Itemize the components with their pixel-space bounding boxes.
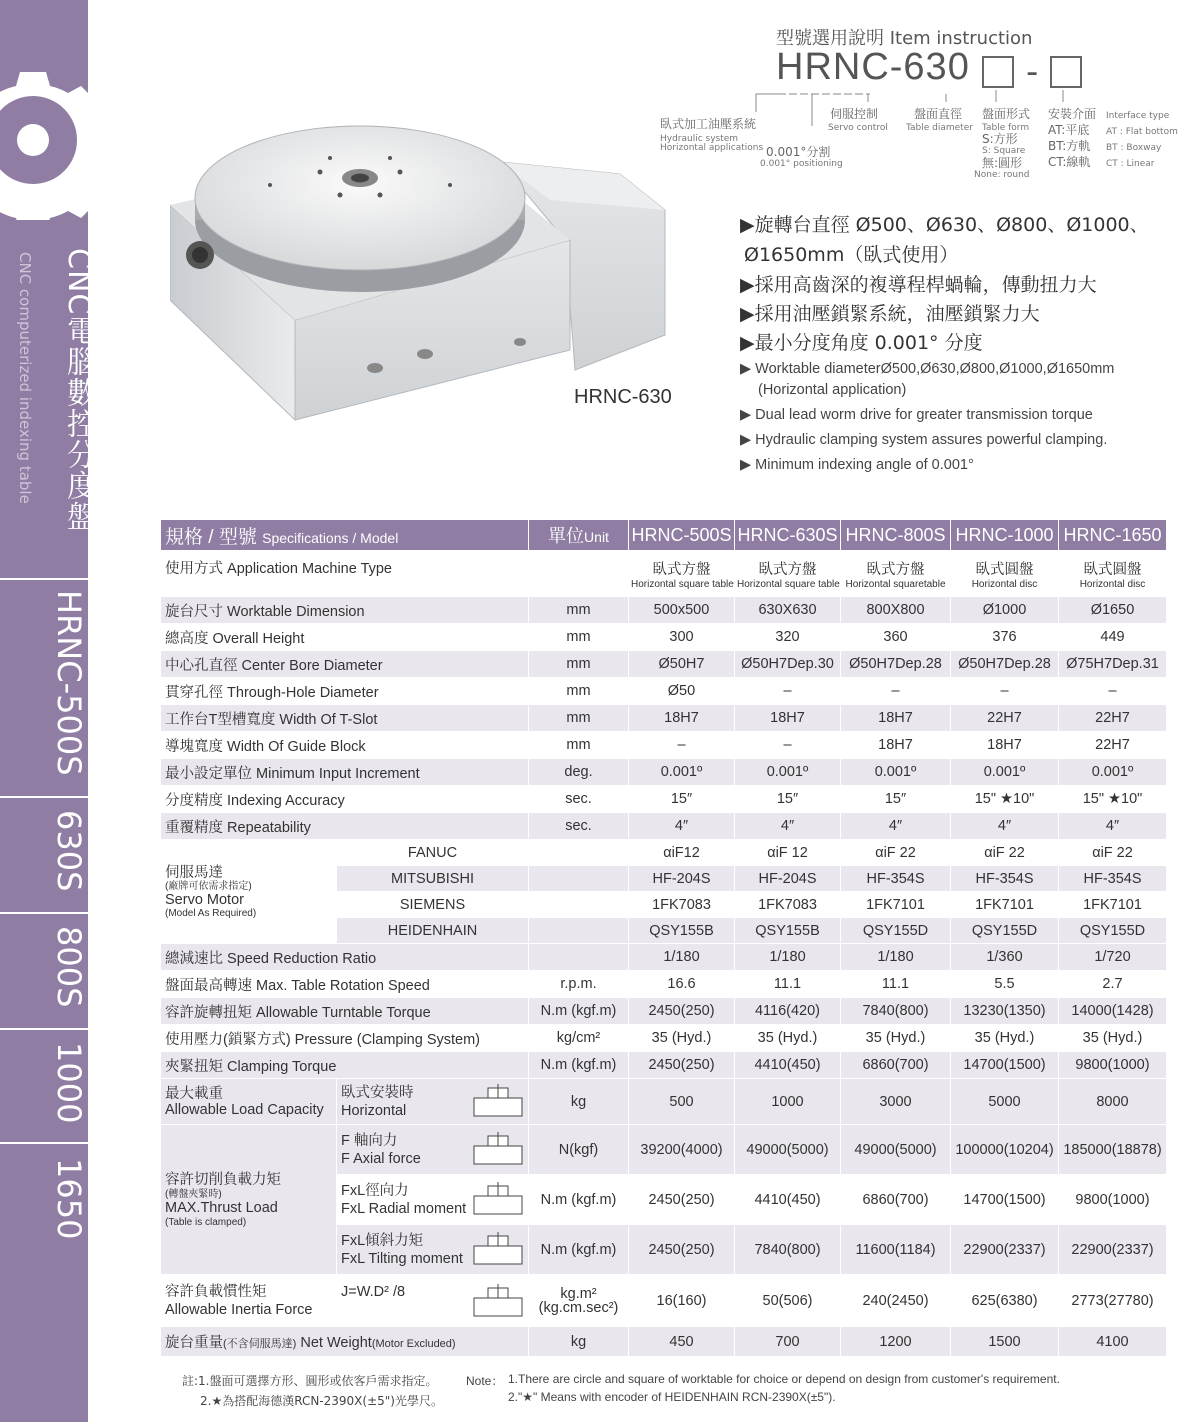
table-cell: 臥式圓盤 Horizontal disc — [951, 551, 1059, 597]
item-instruction-dash: - — [1026, 52, 1039, 92]
row-label: 夾緊扭矩 Clamping Torque — [161, 1052, 529, 1079]
table-cell: 625(6380) — [951, 1275, 1059, 1327]
table-row — [161, 840, 1167, 866]
table-row — [161, 551, 1167, 597]
sidebar-divider — [0, 578, 88, 580]
table-cell: – — [629, 732, 735, 759]
text: 伺服馬達 — [165, 864, 223, 881]
table-cell: 15″ — [735, 786, 841, 813]
text: Allowable Inertia Force — [165, 1301, 313, 1318]
table-cell: – — [735, 732, 841, 759]
table-cell: HF-204S — [735, 866, 841, 892]
table-row — [161, 705, 1167, 732]
form-round: 無:圓形 — [982, 156, 1023, 170]
table-cell: 22H7 — [1059, 732, 1167, 759]
table-cell: 13230(1350) — [951, 998, 1059, 1025]
table-cell: 300 — [629, 624, 735, 651]
sidebar-model-800s: 800S — [50, 926, 88, 1008]
table-cell: 1FK7101 — [1059, 892, 1167, 918]
interface-at: AT:平底 — [1048, 123, 1090, 137]
table-cell: 2.7 — [1059, 971, 1167, 998]
table-cell: QSY155B — [629, 918, 735, 944]
positioning-en: 0.001° positioning — [760, 159, 843, 169]
weight-label — [161, 1327, 529, 1357]
table-cell: 0.001º — [841, 759, 951, 786]
sidebar-model-1000: 1000 — [50, 1042, 88, 1124]
table-cell: 臥式方盤 Horizontal square table — [629, 551, 735, 597]
table-cell: 700 — [735, 1327, 841, 1357]
table-cell: 4″ — [1059, 813, 1167, 840]
table-cell: 22900(2337) — [951, 1225, 1059, 1275]
table-cell: 2450(250) — [629, 998, 735, 1025]
hydraulic-en1: Hydraulic system — [660, 134, 739, 144]
table-cell: 35 (Hyd.) — [841, 1025, 951, 1052]
table-cell: 18H7 — [951, 732, 1059, 759]
table-cell: 1500 — [951, 1327, 1059, 1357]
table-row — [161, 651, 1167, 678]
text: F Axial force — [341, 1150, 421, 1167]
feature-zh: ▶採用油壓鎖緊系統，油壓鎖緊力大 — [740, 303, 1040, 325]
table-cell: HF-354S — [951, 866, 1059, 892]
thrust-sub — [337, 1125, 529, 1175]
servo-label — [161, 840, 337, 944]
table-cell: 5000 — [951, 1079, 1059, 1125]
feature-en: ▶ Dual lead worm drive for greater transmission torque — [740, 407, 1093, 423]
table-cell: 4″ — [629, 813, 735, 840]
table-cell: 2450(250) — [629, 1052, 735, 1079]
table-cell: Ø50H7 — [629, 651, 735, 678]
header-model: HRNC-630S — [735, 520, 841, 551]
table-cell: 1/360 — [951, 944, 1059, 971]
row-unit: mm — [529, 651, 629, 678]
table-cell: 18H7 — [735, 705, 841, 732]
gear-icon — [0, 60, 88, 220]
table-cell: Ø1650 — [1059, 597, 1167, 624]
table-row — [161, 971, 1167, 998]
text: FxL Tilting moment — [341, 1250, 463, 1267]
table-cell: 臥式圓盤 Horizontal disc — [1059, 551, 1167, 597]
table-cell: 1200 — [841, 1327, 951, 1357]
text: kg.m² — [560, 1285, 597, 1302]
table-cell: 1/720 — [1059, 944, 1167, 971]
text: 容許負載慣性矩 — [165, 1283, 267, 1300]
text: (Table is clamped) — [165, 1216, 247, 1228]
table-cell: 14700(1500) — [951, 1052, 1059, 1079]
table-cell: 7840(800) — [735, 1225, 841, 1275]
table-cell: Ø50H7Dep.28 — [951, 651, 1059, 678]
hydraulic-label: 臥式加工油壓系統 — [660, 117, 757, 131]
row-label: 最小設定單位 Minimum Input Increment — [161, 759, 529, 786]
table-row — [161, 813, 1167, 840]
table-cell: 320 — [735, 624, 841, 651]
sidebar-model-500s: HRNC-500S — [50, 590, 88, 776]
row-unit: kg — [529, 1327, 629, 1357]
row-unit: kg — [529, 1079, 629, 1125]
table-cell: 2773(27780) — [1059, 1275, 1167, 1327]
table-cell: Ø50H7Dep.30 — [735, 651, 841, 678]
table-cell: 16(160) — [629, 1275, 735, 1327]
table-cell: 18H7 — [841, 705, 951, 732]
table-cell: 800X800 — [841, 597, 951, 624]
table-cell: 35 (Hyd.) — [951, 1025, 1059, 1052]
row-unit: mm — [529, 705, 629, 732]
row-label: 盤面最高轉速 Max. Table Rotation Speed — [161, 971, 529, 998]
interface-bt: BT:方軌 — [1048, 139, 1091, 153]
table-cell: 22900(2337) — [1059, 1225, 1167, 1275]
interface-bt-en: BT : Boxway — [1106, 143, 1162, 153]
note-zh-2: 2.★為搭配海德漢RCN-2390X(±5")光學尺。 — [200, 1394, 443, 1408]
row-label: 中心孔直徑 Center Bore Diameter — [161, 651, 529, 678]
table-row — [161, 1327, 1167, 1357]
text: (不含伺服馬達) — [223, 1338, 297, 1350]
table-cell: 15″ — [841, 786, 951, 813]
table-cell: αiF 22 — [841, 840, 951, 866]
sidebar-divider — [0, 796, 88, 798]
feature-en: ▶ Minimum indexing angle of 0.001° — [740, 457, 974, 473]
text: FxL Radial moment — [341, 1200, 467, 1217]
text: J=W.D² /8 — [341, 1283, 406, 1300]
table-cell: 2450(250) — [629, 1175, 735, 1225]
table-cell: Ø1000 — [951, 597, 1059, 624]
table-cell: 15″ — [629, 786, 735, 813]
thrust-diagram-icon — [470, 1132, 526, 1166]
table-row — [161, 1079, 1167, 1125]
table-cell: HF-354S — [841, 866, 951, 892]
row-label: 總減速比 Speed Reduction Ratio — [161, 944, 529, 971]
positioning-label: 0.001°分割 — [766, 145, 831, 159]
table-cell: Ø75H7Dep.31 — [1059, 651, 1167, 678]
table-cell: 臥式方盤 Horizontal squaretable — [841, 551, 951, 597]
table-cell: HF-354S — [1059, 866, 1167, 892]
sidebar-divider — [0, 1028, 88, 1030]
feature-zh: ▶最小分度角度 0.001° 分度 — [740, 332, 983, 354]
form-square: S:方形 — [982, 132, 1018, 146]
table-row — [161, 786, 1167, 813]
table-cell: 0.001º — [735, 759, 841, 786]
row-unit: sec. — [529, 786, 629, 813]
table-cell: 1FK7083 — [629, 892, 735, 918]
row-unit: sec. — [529, 813, 629, 840]
servo-brand: FANUC — [337, 840, 529, 866]
text: 臥式安裝時 — [341, 1084, 414, 1101]
table-cell: Ø50 — [629, 678, 735, 705]
table-cell: 1/180 — [735, 944, 841, 971]
table-cell: – — [735, 678, 841, 705]
sidebar — [0, 0, 96, 1422]
table-cell: αiF 12 — [735, 840, 841, 866]
header-unit: 單位Unit — [529, 520, 629, 551]
servo-brand: SIEMENS — [337, 892, 529, 918]
load-label — [161, 1079, 337, 1125]
table-cell: 1/180 — [629, 944, 735, 971]
table-row — [161, 759, 1167, 786]
interface-ct-en: CT : Linear — [1106, 159, 1155, 169]
text: 旋台重量 — [165, 1335, 223, 1351]
table-cell: 0.001º — [1059, 759, 1167, 786]
sidebar-title: CNC電腦數控分度盤 — [61, 248, 96, 533]
table-cell: 11600(1184) — [841, 1225, 951, 1275]
table-cell: HF-204S — [629, 866, 735, 892]
form-label: 盤面形式 — [982, 107, 1031, 121]
interface-label: 安裝介面 — [1048, 107, 1097, 121]
feature-en: ▶ Worktable diameterØ500,Ø630,Ø800,Ø1000,Ø1650mm — [740, 361, 1115, 377]
sidebar-model-630s: 630S — [50, 810, 88, 892]
table-row — [161, 1025, 1167, 1052]
table-cell: 1FK7083 — [735, 892, 841, 918]
table-row — [161, 1052, 1167, 1079]
table-cell: 35 (Hyd.) — [735, 1025, 841, 1052]
table-cell: 449 — [1059, 624, 1167, 651]
header-model: HRNC-800S — [841, 520, 951, 551]
table-cell: 14000(1428) — [1059, 998, 1167, 1025]
table-row — [161, 998, 1167, 1025]
table-cell: 630X630 — [735, 597, 841, 624]
row-label: 分度精度 Indexing Accuracy — [161, 786, 529, 813]
feature-en: (Horizontal application) — [758, 382, 907, 398]
servo-brand: MITSUBISHI — [337, 866, 529, 892]
table-cell: 4410(450) — [735, 1052, 841, 1079]
diameter-en: Table diameter — [906, 123, 973, 133]
table-cell: 49000(5000) — [735, 1125, 841, 1175]
table-cell: – — [1059, 678, 1167, 705]
load-diagram-icon — [470, 1084, 526, 1118]
thrust-sub — [337, 1175, 529, 1225]
table-cell: 100000(10204) — [951, 1125, 1059, 1175]
table-row — [161, 597, 1167, 624]
row-label: 容許旋轉扭矩 Allowable Turntable Torque — [161, 998, 529, 1025]
option-box — [1050, 56, 1082, 88]
table-cell: 35 (Hyd.) — [1059, 1025, 1167, 1052]
row-unit: mm — [529, 732, 629, 759]
row-unit — [529, 840, 629, 866]
note-en-label: Note： — [466, 1374, 504, 1388]
table-cell: 4″ — [841, 813, 951, 840]
diameter-label: 盤面直徑 — [914, 107, 963, 121]
row-unit: N.m (kgf.m) — [529, 1225, 629, 1275]
table-cell: 39200(4000) — [629, 1125, 735, 1175]
row-unit — [529, 866, 629, 892]
table-cell: 5.5 — [951, 971, 1059, 998]
text: 最大載重 — [165, 1085, 223, 1102]
row-unit: r.p.m. — [529, 971, 629, 998]
row-label: 使用方式 Application Machine Type — [161, 551, 529, 597]
text: (轉盤夾緊時) — [165, 1188, 222, 1200]
table-cell: 18H7 — [629, 705, 735, 732]
thrust-sub — [337, 1225, 529, 1275]
inertia-diagram-icon — [470, 1284, 526, 1318]
row-label: 使用壓力(鎖緊方式) Pressure (Clamping System) — [161, 1025, 529, 1052]
product-caption: HRNC-630 — [574, 386, 672, 408]
text: (kg.cm.sec²) — [538, 1299, 619, 1316]
table-cell: 185000(18878) — [1059, 1125, 1167, 1175]
table-cell: 1FK7101 — [951, 892, 1059, 918]
table-cell: αiF 22 — [1059, 840, 1167, 866]
note-en-1: 1.There are circle and square of worktable for choice or depend on design from customer's requirement. — [508, 1372, 1060, 1386]
table-cell: 22H7 — [1059, 705, 1167, 732]
load-sub — [337, 1079, 529, 1125]
thrust-diagram-icon — [470, 1232, 526, 1266]
text: (廠牌可依需求指定) — [165, 880, 252, 892]
thrust-label — [161, 1125, 337, 1275]
interface-en: Interface type — [1106, 111, 1170, 121]
table-cell: 0.001º — [951, 759, 1059, 786]
header-model: HRNC-500S — [629, 520, 735, 551]
text: FxL傾斜力矩 — [341, 1232, 424, 1249]
interface-at-en: AT : Flat bottom — [1106, 127, 1178, 137]
feature-en: ▶ Hydraulic clamping system assures powerful clamping. — [740, 432, 1108, 448]
item-instruction-model: HRNC-630 — [776, 46, 970, 88]
table-cell: 22H7 — [951, 705, 1059, 732]
header-model: HRNC-1000 — [951, 520, 1059, 551]
table-cell: QSY155B — [735, 918, 841, 944]
form-square-en: S: Square — [982, 146, 1026, 156]
sidebar-subtitle: CNC computerized indexing table — [16, 252, 34, 504]
table-cell: 16.6 — [629, 971, 735, 998]
text: 容許切削負載力矩 — [165, 1171, 281, 1188]
option-box — [982, 56, 1014, 88]
table-cell: 500x500 — [629, 597, 735, 624]
table-cell: – — [951, 678, 1059, 705]
table-cell: QSY155D — [841, 918, 951, 944]
table-cell: 50(506) — [735, 1275, 841, 1327]
row-unit — [529, 1275, 629, 1327]
table-cell: 4″ — [735, 813, 841, 840]
feature-zh: ▶旋轉台直徑 Ø500、Ø630、Ø800、Ø1000、 — [740, 214, 1149, 236]
table-row — [161, 732, 1167, 759]
table-cell: 0.001º — [629, 759, 735, 786]
table-cell: 6860(700) — [841, 1052, 951, 1079]
row-unit: N.m (kgf.m) — [529, 998, 629, 1025]
table-cell: 4116(420) — [735, 998, 841, 1025]
table-cell: 8000 — [1059, 1079, 1167, 1125]
row-unit: kg/cm² — [529, 1025, 629, 1052]
sidebar-divider — [0, 912, 88, 914]
table-cell: 4″ — [951, 813, 1059, 840]
table-row — [161, 678, 1167, 705]
text: (Motor Excluded) — [371, 1338, 456, 1350]
item-instruction-heading: 型號選用說明 Item instruction — [776, 28, 1033, 49]
spec-table — [160, 519, 1167, 1357]
text: Net Weight — [300, 1335, 372, 1351]
table-cell: 1FK7101 — [841, 892, 951, 918]
row-unit: N(kgf) — [529, 1125, 629, 1175]
feature-zh: ▶採用高齒深的複導程桿蝸輪，傳動扭力大 — [740, 274, 1097, 296]
table-row — [161, 1125, 1167, 1175]
table-cell: 11.1 — [735, 971, 841, 998]
table-cell: 臥式方盤 Horizontal square table — [735, 551, 841, 597]
table-cell: 1/180 — [841, 944, 951, 971]
row-unit — [529, 892, 629, 918]
row-unit — [529, 918, 629, 944]
servo-brand: HEIDENHAIN — [337, 918, 529, 944]
hydraulic-en2: Horizontal applications — [660, 143, 764, 153]
table-cell: 15" ★10" — [1059, 786, 1167, 813]
table-cell: 240(2450) — [841, 1275, 951, 1327]
text: Horizontal — [341, 1102, 407, 1119]
row-unit: mm — [529, 624, 629, 651]
row-label: 導塊寬度 Width Of Guide Block — [161, 732, 529, 759]
row-label: 重覆精度 Repeatability — [161, 813, 529, 840]
table-header — [161, 520, 1167, 551]
table-cell: 11.1 — [841, 971, 951, 998]
form-round-en: None: round — [974, 170, 1030, 180]
table-cell: 360 — [841, 624, 951, 651]
text: FxL徑向力 — [341, 1182, 409, 1199]
table-cell: 6860(700) — [841, 1175, 951, 1225]
header-model: HRNC-1650 — [1059, 520, 1167, 551]
row-unit: mm — [529, 678, 629, 705]
thrust-diagram-icon — [470, 1182, 526, 1216]
sidebar-model-1650: 1650 — [50, 1158, 88, 1240]
table-cell: 4100 — [1059, 1327, 1167, 1357]
row-unit: deg. — [529, 759, 629, 786]
sidebar-divider — [0, 1142, 88, 1144]
inertia-formula — [337, 1275, 529, 1327]
row-label: 旋台尺寸 Worktable Dimension — [161, 597, 529, 624]
row-unit: N.m (kgf.m) — [529, 1052, 629, 1079]
note-en-2: 2."★" Means with encoder of HEIDENHAIN RCN-2390X(±5"). — [508, 1390, 836, 1404]
table-row — [161, 944, 1167, 971]
interface-ct: CT:線軌 — [1048, 155, 1091, 169]
servo-en: Servo control — [828, 123, 888, 133]
row-label: 貫穿孔徑 Through-Hole Diameter — [161, 678, 529, 705]
note-zh-1: 註:1.盤面可選擇方形、圓形或依客戶需求指定。 — [182, 1374, 438, 1388]
table-cell: QSY155D — [951, 918, 1059, 944]
table-cell: 2450(250) — [629, 1225, 735, 1275]
table-row — [161, 624, 1167, 651]
header-spec: 規格 / 型號 Specifications / Model — [161, 520, 529, 551]
table-cell: 500 — [629, 1079, 735, 1125]
servo-label: 伺服控制 — [830, 107, 879, 121]
row-unit: mm — [529, 597, 629, 624]
text: Allowable Load Capacity — [165, 1101, 324, 1118]
form-en: Table form — [982, 123, 1030, 133]
table-cell: 7840(800) — [841, 998, 951, 1025]
table-cell: 18H7 — [841, 732, 951, 759]
inertia-label — [161, 1275, 337, 1327]
table-cell: 450 — [629, 1327, 735, 1357]
table-cell: 9800(1000) — [1059, 1175, 1167, 1225]
row-label: 總高度 Overall Height — [161, 624, 529, 651]
text: MAX.Thrust Load — [165, 1199, 278, 1216]
table-cell: αiF12 — [629, 840, 735, 866]
table-cell: 49000(5000) — [841, 1125, 951, 1175]
feature-zh: Ø1650mm（臥式使用） — [744, 244, 959, 266]
row-label: 工作台T型槽寬度 Width Of T-Slot — [161, 705, 529, 732]
table-row — [161, 1275, 1167, 1327]
table-cell: 9800(1000) — [1059, 1052, 1167, 1079]
row-unit — [529, 944, 629, 971]
table-cell: 376 — [951, 624, 1059, 651]
table-cell: 4410(450) — [735, 1175, 841, 1225]
row-unit — [529, 551, 629, 597]
table-cell: 15" ★10" — [951, 786, 1059, 813]
table-cell: 35 (Hyd.) — [629, 1025, 735, 1052]
table-cell: 14700(1500) — [951, 1175, 1059, 1225]
text: (Model As Required) — [165, 907, 257, 919]
table-cell: QSY155D — [1059, 918, 1167, 944]
table-cell: 1000 — [735, 1079, 841, 1125]
table-cell: – — [841, 678, 951, 705]
table-cell: 3000 — [841, 1079, 951, 1125]
text: F 軸向力 — [341, 1132, 398, 1149]
text: Servo Motor — [165, 891, 244, 908]
row-unit: N.m (kgf.m) — [529, 1175, 629, 1225]
table-cell: Ø50H7Dep.28 — [841, 651, 951, 678]
table-cell: αiF 22 — [951, 840, 1059, 866]
